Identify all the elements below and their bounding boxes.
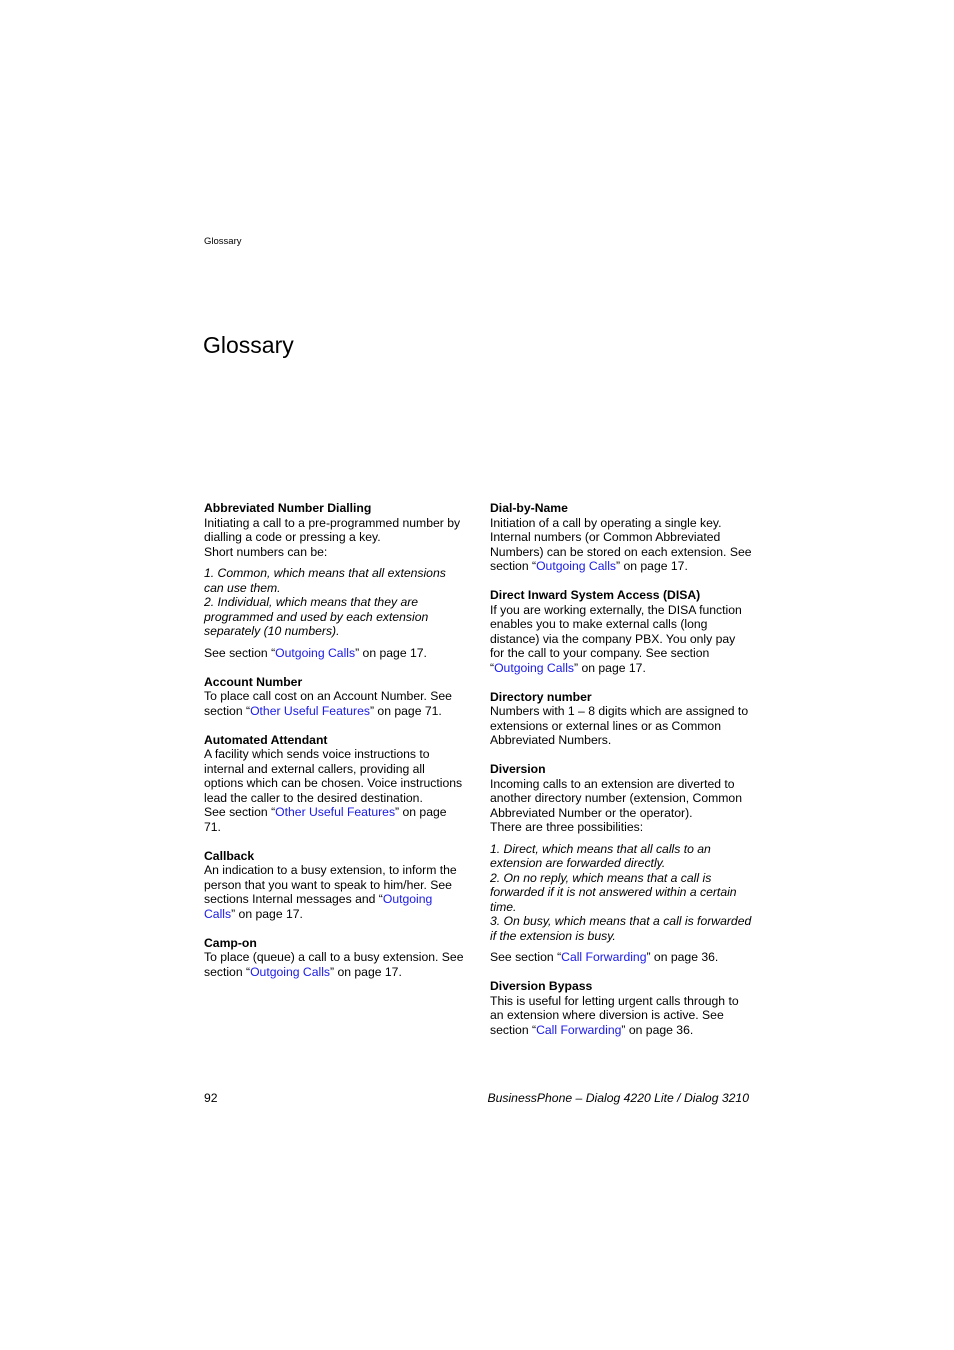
glossary-term: Abbreviated Number Dialling: [204, 501, 372, 515]
glossary-definition: There are three possibilities:: [490, 820, 644, 834]
glossary-term: Diversion: [490, 762, 546, 776]
link-call-forwarding[interactable]: Call Forwarding: [561, 950, 647, 964]
link-outgoing-calls[interactable]: Outgoing Calls: [275, 645, 356, 660]
glossary-entry-automated-attendant: [204, 733, 466, 835]
glossary-entry-diversion-bypass: [490, 979, 752, 1037]
glossary-definition: Incoming calls to an extension are diverted to another directory number (extension, Common Abbreviated Number or the operator).: [490, 776, 742, 820]
footer-title: BusinessPhone – Dialog 4220 Lite / Dialog 3210: [487, 1091, 749, 1105]
glossary-entry-diversion: [490, 762, 752, 965]
link-outgoing-calls[interactable]: Outgoing Calls: [204, 892, 433, 921]
glossary-list-item: 2. Individual, which means that they are programmed and used by each extension separately (10 numbers).: [204, 595, 429, 638]
glossary-term: Diversion Bypass: [490, 979, 593, 993]
glossary-term: Direct Inward System Access (DISA): [490, 588, 701, 602]
glossary-definition: Short numbers can be:: [204, 544, 328, 559]
glossary-list-item: 3. On busy, which means that a call is forwarded if the extension is busy.: [490, 914, 752, 943]
glossary-definition: Numbers with 1 – 8 digits which are assigned to extensions or external lines or as Common Abbreviated Numbers.: [490, 704, 749, 747]
glossary-term: Account Number: [204, 674, 303, 689]
glossary-definition: An indication to a busy extension, to inform the person that you want to speak to him/her. See sections Internal messages and “Outgoing Calls” on page 17.: [204, 863, 457, 921]
link-other-useful-features[interactable]: Other Useful Features: [250, 703, 370, 718]
glossary-definition: Initiation of a call by operating a single key. Internal numbers (or Common Abbreviated Numbers) can be stored on each extension. See section “Outgoing Calls” on page 17.: [490, 515, 752, 573]
page-number: 92: [204, 1091, 218, 1105]
glossary-list-item: 1. Common, which means that all extensions can use them.: [204, 566, 446, 595]
glossary-see-also: See section “Outgoing Calls” on page 17.: [204, 645, 427, 660]
glossary-entry-dial-by-name: [490, 501, 752, 574]
glossary-entry-abbreviated-number-dialling: [204, 501, 466, 660]
page-title: Glossary: [203, 332, 294, 358]
glossary-entry-camp-on: [204, 936, 466, 980]
glossary-term: Directory number: [490, 689, 592, 704]
glossary-definition: This is useful for letting urgent calls through to an extension where diversion is active. See section “Call Forwarding” on page 36.: [490, 993, 739, 1037]
glossary-column-right: [490, 501, 752, 1052]
glossary-definition: A facility which sends voice instructions to internal and external callers, providing all options which can be chosen. Voice instructions lead the caller to the desired destination.: [204, 747, 463, 805]
glossary-term: Callback: [204, 848, 255, 863]
link-outgoing-calls[interactable]: Outgoing Calls: [536, 559, 617, 573]
glossary-list: [204, 566, 466, 639]
glossary-definition: If you are working externally, the DISA function enables you to make external calls (long distance) via the company PBX. You only pay for the call to your company. See section “Outgoing Calls” on page 17.: [490, 602, 742, 675]
link-call-forwarding[interactable]: Call Forwarding: [536, 1022, 622, 1037]
glossary-list-item: 2. On no reply, which means that a call is forwarded if it is not answered within a certain time.: [490, 870, 737, 914]
glossary-definition: Initiating a call to a pre-programmed number by dialling a code or pressing a key.: [204, 515, 461, 544]
glossary-entry-directory-number: [490, 690, 752, 748]
glossary-entry-account-number: [204, 675, 466, 719]
glossary-term: Camp-on: [204, 935, 257, 950]
glossary-definition: To place call cost on an Account Number. See section “Other Useful Features” on page 71.: [204, 689, 452, 718]
link-outgoing-calls[interactable]: Outgoing Calls: [494, 660, 575, 675]
glossary-entry-callback: [204, 849, 466, 922]
glossary-list-item: 1. Direct, which means that all calls to an extension are forwarded directly.: [490, 841, 711, 870]
glossary-term: Automated Attendant: [204, 732, 328, 747]
glossary-see-also: See section “Other Useful Features” on page 71.: [204, 805, 447, 834]
glossary-see-also: See section “Call Forwarding” on page 36.: [490, 950, 719, 964]
glossary-list: [490, 842, 752, 944]
link-other-useful-features[interactable]: Other Useful Features: [275, 805, 396, 819]
glossary-definition: To place (queue) a call to a busy extension. See section “Outgoing Calls” on page 17.: [204, 950, 464, 979]
running-header: Glossary: [204, 236, 242, 247]
glossary-term: Dial-by-Name: [490, 501, 568, 515]
glossary-entry-disa: [490, 588, 752, 675]
link-outgoing-calls[interactable]: Outgoing Calls: [250, 964, 331, 979]
glossary-column-left: [204, 501, 466, 994]
